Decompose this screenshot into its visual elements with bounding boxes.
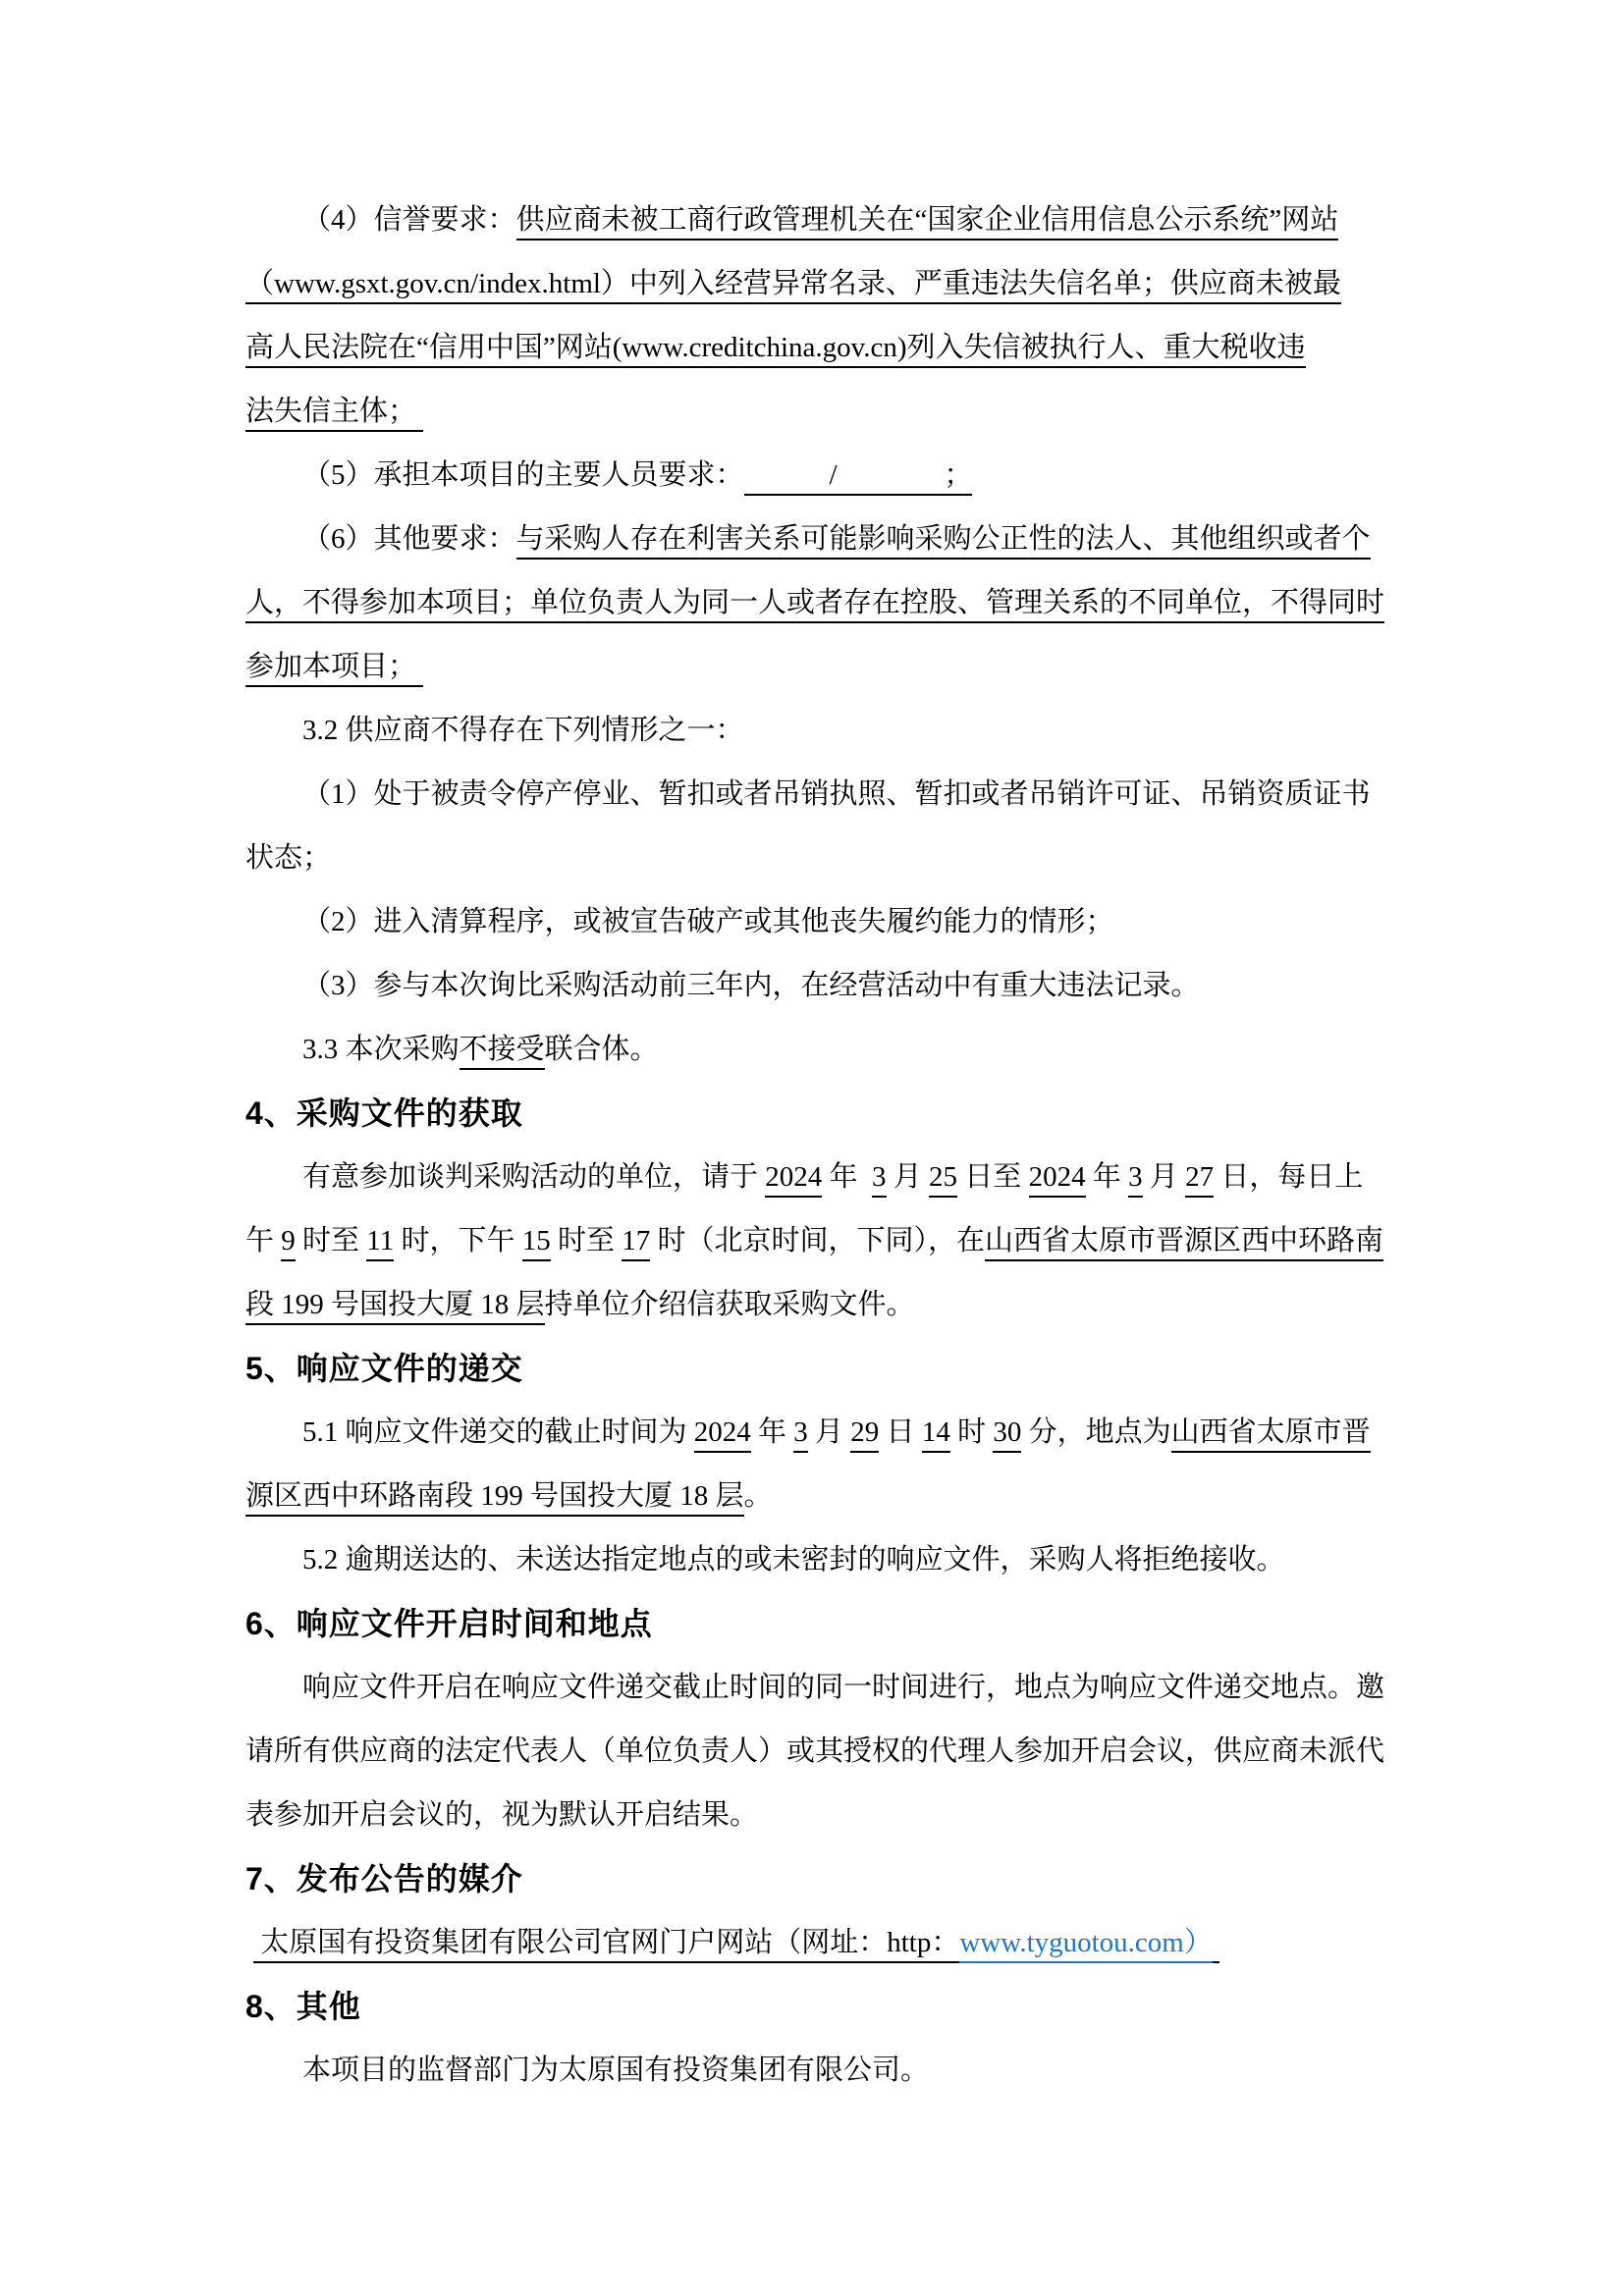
text-line bbox=[245, 763, 1394, 827]
text-segment: 法失信主体； bbox=[245, 396, 423, 432]
text-segment: 年 bbox=[1085, 1161, 1129, 1193]
text-segment: 2024 bbox=[1029, 1161, 1086, 1198]
text-segment: 段 199 号国投大厦 18 层 bbox=[245, 1289, 545, 1325]
text-segment: 不接受 bbox=[460, 1034, 545, 1070]
text-segment: 响应文件开启在响应文件递交截止时间的同一时间进行，地点为响应文件递交地点。邀 bbox=[302, 1672, 1385, 1703]
text-segment: 9 bbox=[281, 1225, 296, 1261]
hyperlink[interactable]: www.tyguotou.com） bbox=[959, 1927, 1213, 1963]
text-line bbox=[245, 699, 1394, 763]
text-segment: 请所有供应商的法定代表人（单位负责人）或其授权的代理人参加开启会议，供应商未派代 bbox=[245, 1735, 1385, 1767]
text-line bbox=[245, 507, 1394, 571]
text-segment: 时 bbox=[949, 1416, 994, 1448]
text-line bbox=[245, 380, 1394, 444]
text-segment: 持单位介绍信获取采购文件。 bbox=[544, 1289, 915, 1320]
text-segment: （6）其他要求： bbox=[302, 523, 516, 555]
text-segment: （5）承担本项目的主要人员要求： bbox=[302, 459, 744, 491]
section-heading: 6、响应文件开启时间和地点 bbox=[245, 1606, 653, 1641]
text-segment: 3 bbox=[872, 1161, 887, 1198]
text-segment: 时至 bbox=[295, 1225, 367, 1256]
text-segment: 供应商未被工商行政管理机关在“国家企业信用信息公示系统”网站 bbox=[516, 204, 1339, 240]
text-line bbox=[245, 1528, 1394, 1592]
text-segment: 山西省太原市晋源区西中环路南 bbox=[985, 1225, 1383, 1261]
text-line bbox=[245, 1784, 1394, 1847]
text-segment: 本项目的监督部门为太原国有投资集团有限公司。 bbox=[302, 2055, 930, 2086]
text-segment: （2）进入清算程序，或被宣告破产或其他丧失履约能力的情形； bbox=[302, 906, 1114, 937]
section-heading: 5、响应文件的递交 bbox=[245, 1351, 523, 1386]
text-segment: 与采购人存在利害关系可能影响采购公正性的法人、其他组织或者个 bbox=[516, 523, 1371, 560]
text-line bbox=[245, 635, 1394, 699]
text-segment: 3.2 供应商不得存在下列情形之一： bbox=[302, 715, 744, 746]
text-segment: （1）处于被责令停产停业、暂扣或者吊销执照、暂扣或者吊销许可证、吊销资质证书 bbox=[302, 778, 1371, 810]
text-segment: 联合体。 bbox=[544, 1034, 659, 1065]
text-segment: 分，地点为 bbox=[1021, 1416, 1171, 1448]
text-segment: 5.2 逾期送达的、未送达指定地点的或未密封的响应文件，采购人将拒绝接收。 bbox=[302, 1544, 1285, 1575]
text-line bbox=[245, 1018, 1394, 1082]
text-segment: 25 bbox=[929, 1161, 957, 1198]
text-segment: 源区西中环路南段 199 号国投大厦 18 层 bbox=[245, 1480, 744, 1517]
text-line bbox=[245, 1656, 1394, 1720]
text-line bbox=[245, 571, 1394, 635]
text-segment: 15 bbox=[522, 1225, 551, 1261]
text-segment: 时，下午 bbox=[394, 1225, 522, 1256]
text-segment: 11 bbox=[366, 1225, 394, 1261]
text-segment: 参加本项目； bbox=[245, 651, 423, 687]
text-segment: 3 bbox=[793, 1416, 808, 1453]
text-line bbox=[245, 1146, 1394, 1209]
text-segment: 时至 bbox=[550, 1225, 623, 1256]
text-segment: 17 bbox=[622, 1225, 650, 1261]
text-segment: 高人民法院在“信用中国”网站(www.creditchina.gov.cn)列入失信被执行人、重大税收违 bbox=[245, 332, 1306, 368]
text-segment: 日 bbox=[879, 1416, 922, 1448]
text-segment: 有意参加谈判采购活动的单位，请于 bbox=[302, 1161, 766, 1193]
text-segment: 月 bbox=[807, 1416, 851, 1448]
text-segment: 午 bbox=[245, 1225, 282, 1256]
text-line bbox=[245, 1911, 1394, 1975]
text-line bbox=[245, 2039, 1394, 2103]
text-segment: （3）参与本次询比采购活动前三年内，在经营活动中有重大违法记录。 bbox=[302, 970, 1200, 1001]
text-segment: 月 bbox=[886, 1161, 930, 1193]
section-heading: 7、发布公告的媒介 bbox=[245, 1861, 523, 1896]
section-heading: 8、其他 bbox=[245, 1989, 361, 2024]
text-segment: 时（北京时间，下同），在 bbox=[650, 1225, 986, 1256]
text-segment: 太原国有投资集团有限公司官网门户网站（网址：http： bbox=[253, 1927, 959, 1963]
text-segment: 14 bbox=[922, 1416, 950, 1453]
text-segment bbox=[1213, 1927, 1219, 1963]
text-segment: 2024 bbox=[765, 1161, 822, 1198]
text-line bbox=[245, 252, 1394, 316]
text-segment: 山西省太原市晋 bbox=[1171, 1416, 1371, 1453]
text-segment: 年 bbox=[822, 1161, 873, 1193]
text-segment: （www.gsxt.gov.cn/index.html）中列入经营异常名录、严重违法失信名单；供应商未被最 bbox=[245, 268, 1341, 304]
text-segment: 状态； bbox=[245, 842, 332, 874]
text-segment: 5.1 响应文件递交的截止时间为 bbox=[302, 1416, 694, 1448]
text-line bbox=[245, 954, 1394, 1018]
text-segment: 29 bbox=[850, 1416, 879, 1453]
text-segment: 3.3 本次采购 bbox=[302, 1034, 460, 1065]
text-line bbox=[245, 188, 1394, 252]
text-segment: 日至 bbox=[957, 1161, 1029, 1193]
document-body bbox=[245, 188, 1394, 2103]
text-line bbox=[245, 1209, 1394, 1273]
text-line bbox=[245, 1273, 1394, 1337]
text-line bbox=[245, 827, 1394, 890]
text-segment: / ； bbox=[744, 459, 973, 496]
text-segment: 人，不得参加本项目；单位负责人为同一人或者存在控股、管理关系的不同单位，不得同时 bbox=[245, 587, 1384, 623]
text-line bbox=[245, 316, 1394, 380]
text-segment: 。 bbox=[743, 1480, 773, 1512]
text-line bbox=[245, 1720, 1394, 1784]
text-segment: 月 bbox=[1142, 1161, 1186, 1193]
text-segment: 表参加开启会议的，视为默认开启结果。 bbox=[245, 1799, 759, 1831]
text-segment: 27 bbox=[1185, 1161, 1214, 1198]
text-segment: 年 bbox=[750, 1416, 794, 1448]
text-line bbox=[245, 444, 1394, 507]
text-segment: 日，每日上 bbox=[1214, 1161, 1364, 1193]
text-segment: 2024 bbox=[694, 1416, 751, 1453]
text-segment: 3 bbox=[1128, 1161, 1143, 1198]
text-segment: 30 bbox=[993, 1416, 1021, 1453]
text-line bbox=[245, 1401, 1394, 1465]
text-line bbox=[245, 890, 1394, 954]
text-line bbox=[245, 1465, 1394, 1528]
section-heading: 4、采购文件的获取 bbox=[245, 1095, 523, 1131]
text-segment: （4）信誉要求： bbox=[302, 204, 516, 236]
